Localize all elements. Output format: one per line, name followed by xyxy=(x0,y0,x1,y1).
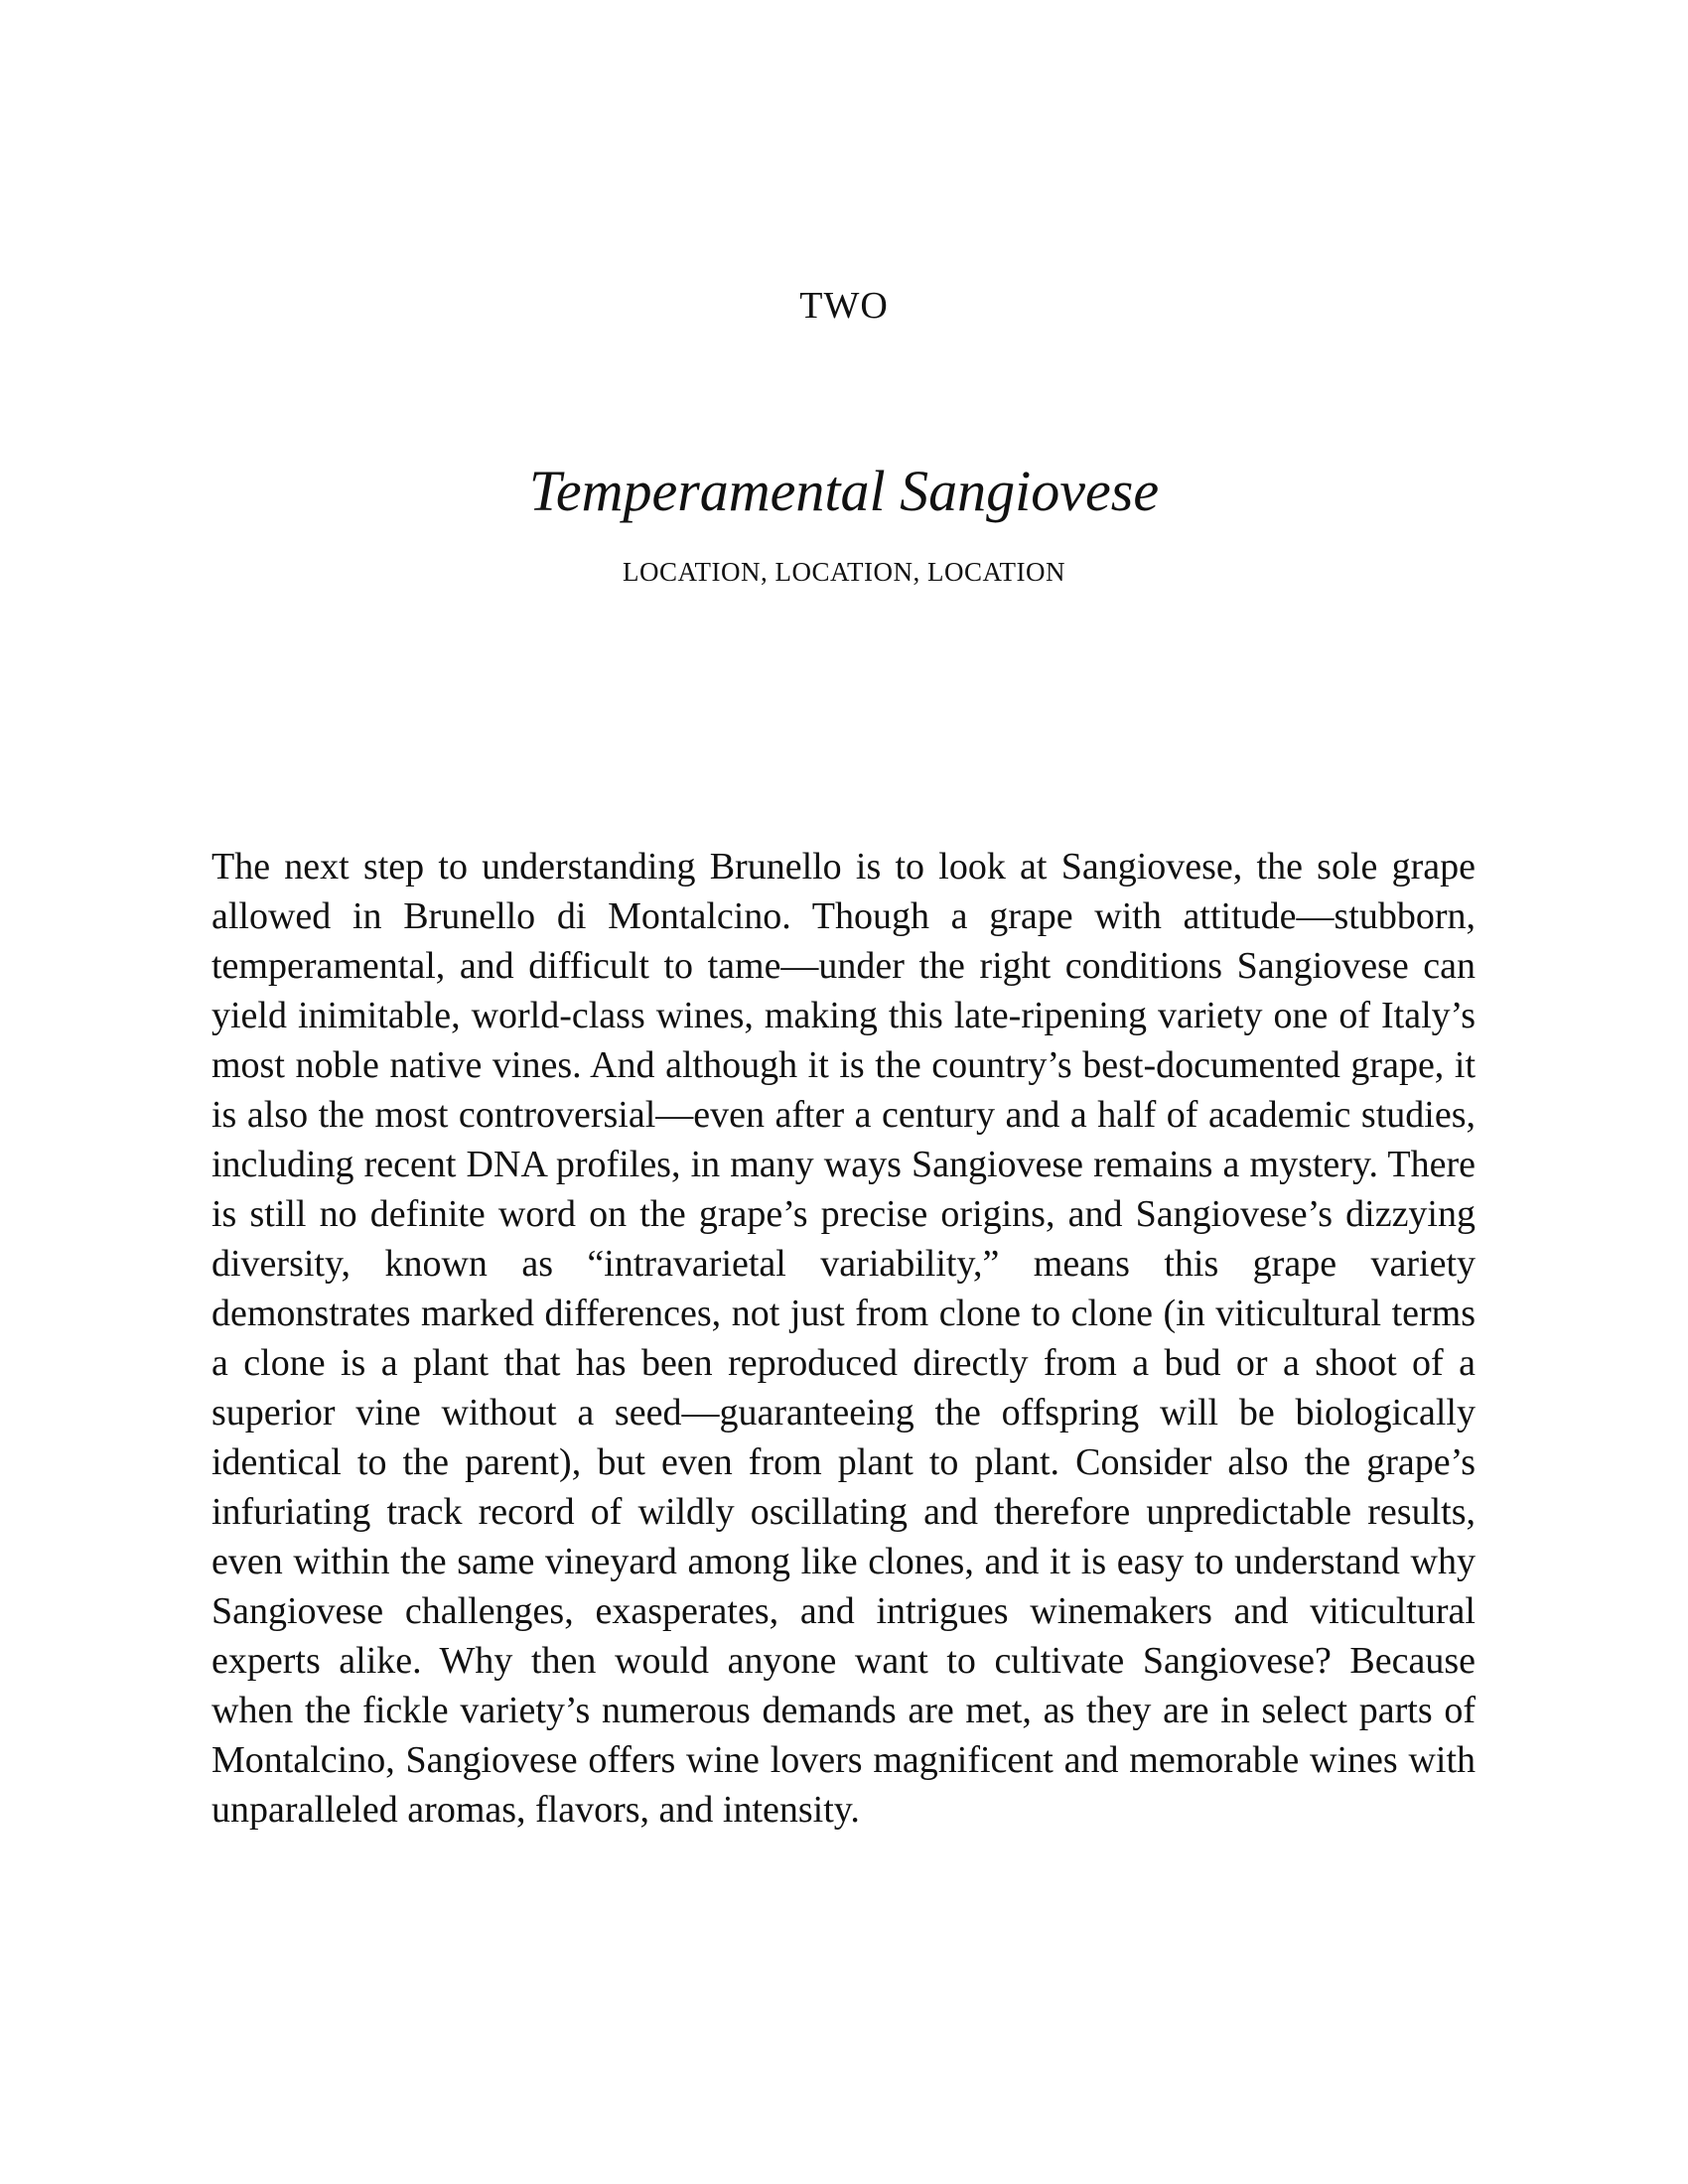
chapter-number: TWO xyxy=(799,285,889,327)
body-paragraph: The next step to understanding Brunello is to look at Sangiovese, the sole grape allowed in Brunello di Montalcino. Though a grape with attitude—stubborn, temperamental, and difficult to tame—under the right conditions Sangiovese can yield inimitable, world-class wines, making this late-ripening variety one of Italy’s most noble native vines. And although it is the country’s best-documented grape, it is also the most controversial—even after a century and a half of academic studies, including recent DNA profiles, in many ways Sangiovese remains a mystery. There is still no definite word on the grape’s precise origins, and Sangiovese’s dizzying diversity, known as “intravarietal variability,” means this grape variety demonstrates marked differences, not just from clone to clone (in viticultural terms a clone is a plant that has been reproduced directly from a bud or a shoot of a superior vine without a seed—guaranteeing the offspring will be biologically identical to the parent), but even from plant to plant. Consider also the grape’s infuriating track record of wildly oscillating and therefore unpredictable results, even within the same vineyard among like clones, and it is easy to understand why Sangiovese challenges, exasperates, and intrigues winemakers and viticultural experts alike. Why then would anyone want to cultivate Sangiovese? Because when the fickle variety’s numerous demands are met, as they are in select parts of Montalcino, Sangiovese offers wine lovers magnificent and memorable wines with unparalleled aromas, flavors, and intensity. xyxy=(211,846,1476,1831)
chapter-subtitle: LOCATION, LOCATION, LOCATION xyxy=(623,557,1065,587)
chapter-title: Temperamental Sangiovese xyxy=(528,459,1160,523)
